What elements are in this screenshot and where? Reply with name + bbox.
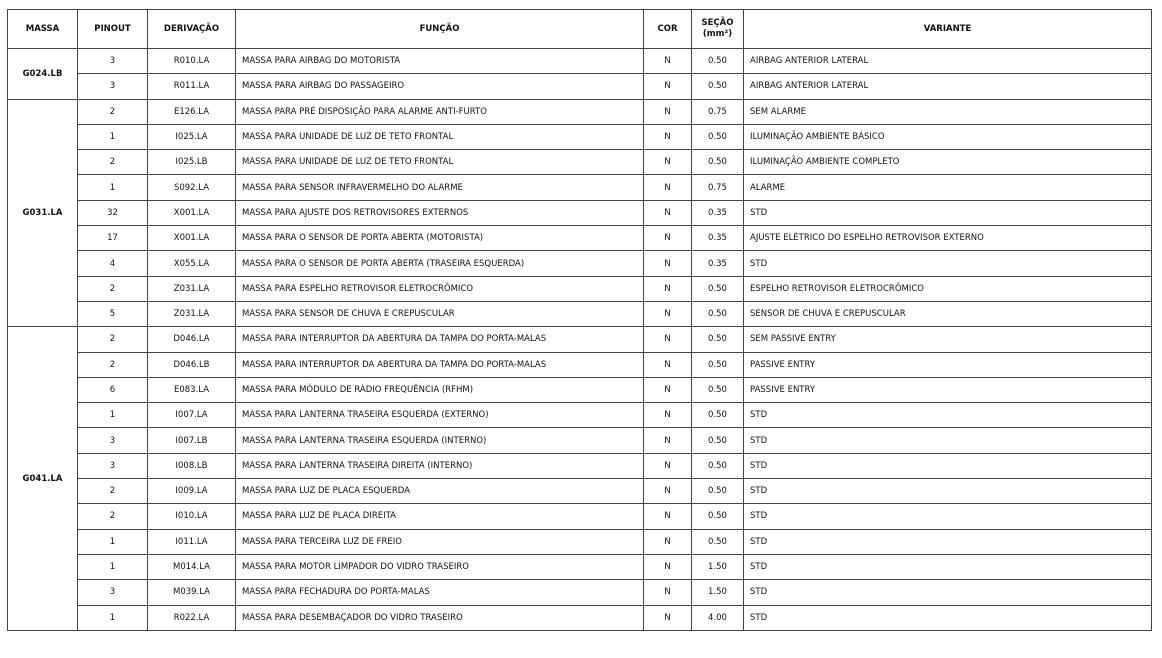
cell-derivacao: X001.LA <box>148 226 236 251</box>
cell-variante: STD <box>744 200 1152 225</box>
table-row <box>8 99 1152 124</box>
header-row <box>8 10 1152 49</box>
cell-funcao: MASSA PARA INTERRUPTOR DA ABERTURA DA TAMPA DO PORTA-MALAS <box>236 352 644 377</box>
cell-secao: 0.35 <box>692 226 744 251</box>
cell-variante: ALARME <box>744 175 1152 200</box>
table-row <box>8 504 1152 529</box>
cell-funcao: MASSA PARA SENSOR INFRAVERMELHO DO ALARME <box>236 175 644 200</box>
cell-derivacao: S092.LA <box>148 175 236 200</box>
cell-cor: N <box>644 403 692 428</box>
cell-variante: STD <box>744 529 1152 554</box>
cell-pinout: 2 <box>78 150 148 175</box>
header-massa: MASSA <box>8 10 78 49</box>
cell-funcao: MASSA PARA MOTOR LIMPADOR DO VIDRO TRASEIRO <box>236 554 644 579</box>
cell-secao: 0.35 <box>692 251 744 276</box>
cell-variante: STD <box>744 605 1152 630</box>
cell-derivacao: D046.LB <box>148 352 236 377</box>
cell-funcao: MASSA PARA INTERRUPTOR DA ABERTURA DA TAMPA DO PORTA-MALAS <box>236 327 644 352</box>
cell-variante: STD <box>744 428 1152 453</box>
table-row <box>8 453 1152 478</box>
cell-funcao: MASSA PARA LUZ DE PLACA DIREITA <box>236 504 644 529</box>
cell-secao: 0.50 <box>692 276 744 301</box>
cell-funcao: MASSA PARA AIRBAG DO MOTORISTA <box>236 49 644 74</box>
cell-pinout: 1 <box>78 554 148 579</box>
cell-cor: N <box>644 504 692 529</box>
cell-variante: SEM ALARME <box>744 99 1152 124</box>
cell-secao: 0.75 <box>692 175 744 200</box>
header-cor: COR <box>644 10 692 49</box>
cell-secao: 0.50 <box>692 453 744 478</box>
cell-cor: N <box>644 150 692 175</box>
table-row <box>8 276 1152 301</box>
cell-secao: 0.75 <box>692 99 744 124</box>
cell-cor: N <box>644 276 692 301</box>
cell-funcao: MASSA PARA AJUSTE DOS RETROVISORES EXTERNOS <box>236 200 644 225</box>
cell-variante: AIRBAG ANTERIOR LATERAL <box>744 49 1152 74</box>
cell-secao: 0.50 <box>692 479 744 504</box>
table-row <box>8 580 1152 605</box>
cell-cor: N <box>644 479 692 504</box>
cell-secao: 1.50 <box>692 554 744 579</box>
table-row <box>8 74 1152 99</box>
cell-funcao: MASSA PARA PRÉ DISPOSIÇÃO PARA ALARME ANTI-FURTO <box>236 99 644 124</box>
table-row <box>8 377 1152 402</box>
cell-funcao: MASSA PARA TERCEIRA LUZ DE FREIO <box>236 529 644 554</box>
table-row <box>8 226 1152 251</box>
cell-secao: 0.50 <box>692 49 744 74</box>
cell-cor: N <box>644 327 692 352</box>
cell-secao: 0.50 <box>692 124 744 149</box>
cell-secao: 4.00 <box>692 605 744 630</box>
cell-derivacao: R022.LA <box>148 605 236 630</box>
cell-secao: 0.50 <box>692 150 744 175</box>
cell-funcao: MASSA PARA LANTERNA TRASEIRA DIREITA (INTERNO) <box>236 453 644 478</box>
cell-derivacao: M014.LA <box>148 554 236 579</box>
cell-funcao: MASSA PARA UNIDADE DE LUZ DE TETO FRONTAL <box>236 124 644 149</box>
cell-variante: STD <box>744 403 1152 428</box>
cell-secao: 0.50 <box>692 74 744 99</box>
table-row <box>8 49 1152 74</box>
cell-pinout: 6 <box>78 377 148 402</box>
cell-funcao: MASSA PARA ESPELHO RETROVISOR ELETROCRÔMICO <box>236 276 644 301</box>
cell-cor: N <box>644 428 692 453</box>
cell-variante: STD <box>744 453 1152 478</box>
cell-funcao: MASSA PARA O SENSOR DE PORTA ABERTA (TRASEIRA ESQUERDA) <box>236 251 644 276</box>
header-derivacao: DERIVAÇÃO <box>148 10 236 49</box>
cell-cor: N <box>644 453 692 478</box>
cell-derivacao: E126.LA <box>148 99 236 124</box>
table-row <box>8 554 1152 579</box>
cell-cor: N <box>644 175 692 200</box>
header-funcao: FUNÇÃO <box>236 10 644 49</box>
table-row <box>8 150 1152 175</box>
table-row <box>8 301 1152 326</box>
cell-funcao: MASSA PARA FECHADURA DO PORTA-MALAS <box>236 580 644 605</box>
cell-pinout: 17 <box>78 226 148 251</box>
table-row <box>8 124 1152 149</box>
cell-pinout: 3 <box>78 74 148 99</box>
cell-variante: AJUSTE ELÉTRICO DO ESPELHO RETROVISOR EXTERNO <box>744 226 1152 251</box>
table-row <box>8 200 1152 225</box>
cell-pinout: 1 <box>78 175 148 200</box>
table-row <box>8 479 1152 504</box>
table-row <box>8 529 1152 554</box>
cell-cor: N <box>644 352 692 377</box>
cell-derivacao: I007.LB <box>148 428 236 453</box>
cell-derivacao: E083.LA <box>148 377 236 402</box>
cell-variante: PASSIVE ENTRY <box>744 377 1152 402</box>
cell-derivacao: I025.LB <box>148 150 236 175</box>
cell-funcao: MASSA PARA LANTERNA TRASEIRA ESQUERDA (INTERNO) <box>236 428 644 453</box>
cell-variante: ESPELHO RETROVISOR ELETROCRÔMICO <box>744 276 1152 301</box>
cell-derivacao: M039.LA <box>148 580 236 605</box>
cell-variante: PASSIVE ENTRY <box>744 352 1152 377</box>
table-row <box>8 428 1152 453</box>
ground-wiring-table <box>7 9 1152 631</box>
cell-secao: 0.50 <box>692 428 744 453</box>
cell-cor: N <box>644 605 692 630</box>
header-secao <box>692 10 744 49</box>
cell-pinout: 32 <box>78 200 148 225</box>
table-row <box>8 327 1152 352</box>
header-pinout: PINOUT <box>78 10 148 49</box>
table-row <box>8 175 1152 200</box>
cell-pinout: 3 <box>78 453 148 478</box>
cell-derivacao: I010.LA <box>148 504 236 529</box>
cell-derivacao: R010.LA <box>148 49 236 74</box>
cell-cor: N <box>644 377 692 402</box>
cell-cor: N <box>644 74 692 99</box>
cell-derivacao: R011.LA <box>148 74 236 99</box>
table-row <box>8 352 1152 377</box>
cell-pinout: 2 <box>78 504 148 529</box>
cell-derivacao: X001.LA <box>148 200 236 225</box>
cell-pinout: 2 <box>78 327 148 352</box>
header-variante: VARIANTE <box>744 10 1152 49</box>
cell-variante: STD <box>744 251 1152 276</box>
header-secao-line1: SEÇÃO <box>701 18 734 28</box>
cell-pinout: 2 <box>78 479 148 504</box>
cell-secao: 1.50 <box>692 580 744 605</box>
cell-pinout: 1 <box>78 605 148 630</box>
cell-variante: ILUMINAÇÃO AMBIENTE COMPLETO <box>744 150 1152 175</box>
cell-funcao: MASSA PARA LUZ DE PLACA ESQUERDA <box>236 479 644 504</box>
cell-pinout: 3 <box>78 49 148 74</box>
cell-pinout: 2 <box>78 99 148 124</box>
cell-pinout: 3 <box>78 580 148 605</box>
cell-cor: N <box>644 251 692 276</box>
cell-cor: N <box>644 580 692 605</box>
cell-funcao: MASSA PARA O SENSOR DE PORTA ABERTA (MOTORISTA) <box>236 226 644 251</box>
cell-massa: G031.LA <box>8 99 78 327</box>
cell-pinout: 1 <box>78 403 148 428</box>
cell-variante: STD <box>744 554 1152 579</box>
cell-cor: N <box>644 99 692 124</box>
cell-cor: N <box>644 554 692 579</box>
cell-cor: N <box>644 200 692 225</box>
cell-derivacao: I025.LA <box>148 124 236 149</box>
cell-secao: 0.50 <box>692 403 744 428</box>
cell-massa: G024.LB <box>8 49 78 100</box>
cell-funcao: MASSA PARA AIRBAG DO PASSAGEIRO <box>236 74 644 99</box>
cell-variante: AIRBAG ANTERIOR LATERAL <box>744 74 1152 99</box>
cell-derivacao: I009.LA <box>148 479 236 504</box>
table-row <box>8 403 1152 428</box>
cell-secao: 0.50 <box>692 352 744 377</box>
cell-variante: STD <box>744 504 1152 529</box>
cell-funcao: MASSA PARA MÓDULO DE RÁDIO FREQUÊNCIA (RFHM) <box>236 377 644 402</box>
cell-variante: SENSOR DE CHUVA E CREPUSCULAR <box>744 301 1152 326</box>
cell-pinout: 3 <box>78 428 148 453</box>
cell-secao: 0.50 <box>692 377 744 402</box>
cell-secao: 0.50 <box>692 529 744 554</box>
table-row <box>8 605 1152 630</box>
cell-pinout: 2 <box>78 352 148 377</box>
cell-funcao: MASSA PARA LANTERNA TRASEIRA ESQUERDA (EXTERNO) <box>236 403 644 428</box>
cell-massa: G041.LA <box>8 327 78 631</box>
cell-pinout: 5 <box>78 301 148 326</box>
cell-secao: 0.35 <box>692 200 744 225</box>
cell-derivacao: Z031.LA <box>148 276 236 301</box>
cell-secao: 0.50 <box>692 504 744 529</box>
cell-secao: 0.50 <box>692 327 744 352</box>
table-row <box>8 251 1152 276</box>
cell-derivacao: X055.LA <box>148 251 236 276</box>
header-secao-line2: (mm²) <box>702 29 733 39</box>
cell-pinout: 1 <box>78 124 148 149</box>
cell-cor: N <box>644 301 692 326</box>
cell-derivacao: D046.LA <box>148 327 236 352</box>
cell-variante: STD <box>744 479 1152 504</box>
cell-cor: N <box>644 49 692 74</box>
cell-derivacao: I008.LB <box>148 453 236 478</box>
cell-cor: N <box>644 529 692 554</box>
cell-cor: N <box>644 124 692 149</box>
cell-pinout: 2 <box>78 276 148 301</box>
cell-derivacao: I011.LA <box>148 529 236 554</box>
cell-secao: 0.50 <box>692 301 744 326</box>
cell-funcao: MASSA PARA UNIDADE DE LUZ DE TETO FRONTAL <box>236 150 644 175</box>
cell-pinout: 1 <box>78 529 148 554</box>
cell-funcao: MASSA PARA DESEMBAÇADOR DO VIDRO TRASEIRO <box>236 605 644 630</box>
cell-derivacao: Z031.LA <box>148 301 236 326</box>
cell-variante: ILUMINAÇÃO AMBIENTE BÁSICO <box>744 124 1152 149</box>
cell-variante: SEM PASSIVE ENTRY <box>744 327 1152 352</box>
cell-pinout: 4 <box>78 251 148 276</box>
cell-derivacao: I007.LA <box>148 403 236 428</box>
cell-variante: STD <box>744 580 1152 605</box>
table-body <box>8 49 1152 631</box>
cell-funcao: MASSA PARA SENSOR DE CHUVA E CREPUSCULAR <box>236 301 644 326</box>
cell-cor: N <box>644 226 692 251</box>
